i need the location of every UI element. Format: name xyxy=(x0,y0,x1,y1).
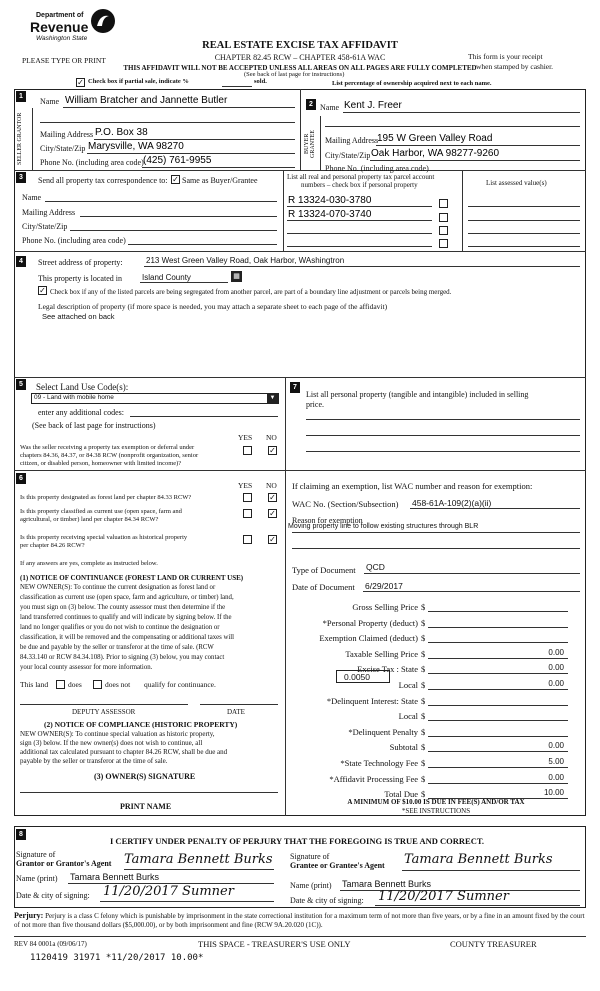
buyer-phone-label: Phone No. (including area code) xyxy=(325,164,429,173)
s6-yes-header: YES xyxy=(238,481,253,490)
perjury-label: Perjury: xyxy=(14,911,44,920)
local-rate-value: 0.0050 xyxy=(344,672,370,682)
grantee-name-print: Tamara Bennett Burks xyxy=(342,879,432,889)
assessor-date-label: DATE xyxy=(227,708,245,716)
tax-row-value: 0.00 xyxy=(548,647,564,657)
grantee-sig-label-2: Grantee or Grantee's Agent xyxy=(290,861,385,870)
partial-sale-checkbox[interactable]: ✓ xyxy=(77,78,84,87)
personal-property-checkbox-3[interactable] xyxy=(439,226,448,235)
continuance-line: land transferred continues to qualify and will indicate by signing below. If the xyxy=(20,614,232,621)
form-warning: THIS AFFIDAVIT WILL NOT BE ACCEPTED UNLESS ALL AREAS ON ALL PAGES ARE FULLY COMPLETED xyxy=(123,64,477,72)
if-any-yes-note: If any answers are yes, complete as instructed below. xyxy=(20,560,158,567)
doc-date-value: 6/29/2017 xyxy=(365,581,403,591)
does-not-label: does not xyxy=(105,680,131,689)
tax-row-dollar: $ xyxy=(421,602,426,612)
tax-row-dollar: $ xyxy=(421,680,426,690)
treasurer-stamp: 1120419 31971 *11/20/2017 10.00* xyxy=(30,953,204,963)
tax-row-label: Local xyxy=(398,711,418,722)
exemption-claim-label: If claiming an exemption, list WAC number and reason for exemption: xyxy=(292,481,533,491)
buyer-name: Kent J. Freer xyxy=(344,100,402,111)
tax-row-dollar: $ xyxy=(421,742,426,753)
reason-value: Moving property line to follow existing structures through BLR xyxy=(288,523,479,530)
grantor-date-city: 11/20/2017 Sumner xyxy=(103,884,234,899)
seller-address: P.O. Box 38 xyxy=(95,127,148,138)
section-2-badge: 2 xyxy=(306,99,316,110)
grantee-name-label: Name (print) xyxy=(290,881,332,890)
minimum-due-note: A MINIMUM OF $10.00 IS DUE IN FEE(S) AND/OR TAX xyxy=(347,798,525,806)
county-value: Island County xyxy=(142,273,191,282)
tax-row-label: Gross Selling Price xyxy=(352,602,418,612)
corr-phone-label: Phone No. (including area code) xyxy=(22,236,126,245)
same-as-buyer-checkbox[interactable]: ✓ xyxy=(172,175,179,184)
compliance-line: NEW OWNER(S): To continue special valuation as historic property, xyxy=(20,730,215,738)
personal-property-checkbox-4[interactable] xyxy=(439,239,448,248)
tax-row-value: 0.00 xyxy=(548,663,564,673)
seller-address-label: Mailing Address xyxy=(40,130,94,139)
tax-row-label: Taxable Selling Price xyxy=(345,648,418,659)
receipt-note-2: when stamped by cashier. xyxy=(476,62,554,71)
exemption-question-3: citizen, or disabled person, homeowner with limited income)? xyxy=(20,460,182,467)
corr-name-label: Name xyxy=(22,193,42,202)
s6-no-header: NO xyxy=(266,481,277,490)
send-correspondence-label: Send all property tax correspondence to: xyxy=(38,176,168,185)
tax-row-label: *State Technology Fee xyxy=(340,758,418,768)
ownership-note: List percentage of ownership acquired next to each name. xyxy=(332,80,492,87)
tax-row-dollar: $ xyxy=(421,758,426,768)
tax-row-dollar: $ xyxy=(421,648,426,659)
dropdown-arrow-icon: ▼ xyxy=(267,394,278,403)
section-1-badge: 1 xyxy=(16,91,26,102)
land-use-value: 09 - Land with mobile home xyxy=(34,394,114,401)
compliance-line: sign (3) below. If the new owner(s) does not wish to continue, all xyxy=(20,739,203,747)
personal-property-checkbox-1[interactable] xyxy=(439,199,448,208)
segregated-label: Check box if any of the listed parcels are being segregated from another parcel, are part of a boundary line adjustment or parcels being merged. xyxy=(50,288,452,296)
grantee-date-label: Date & city of signing: xyxy=(290,896,364,905)
corr-city-label: City/State/Zip xyxy=(22,222,68,231)
continuance-line: classification as current use (open space, farm and agriculture, or timber) land, xyxy=(20,594,234,601)
tax-row-dollar: $ xyxy=(421,789,426,800)
doc-date-label: Date of Document xyxy=(292,582,355,592)
grantor-date-label: Date & city of signing: xyxy=(16,891,90,900)
current-use-question-2: agricultural, or timber) land per chapter 84.34 RCW? xyxy=(20,516,159,523)
continuance-line: your local county assessor for more information. xyxy=(20,664,153,671)
current-use-question-1: Is this property classified as current use (open space, farm and xyxy=(20,508,182,515)
located-in-label: This property is located in xyxy=(38,274,122,283)
tax-row-label: *Affidavit Processing Fee xyxy=(329,773,418,784)
grantor-sig-label-2: Grantor or Grantor's Agent xyxy=(16,859,112,868)
tax-row-label: *Personal Property (deduct) xyxy=(322,617,418,628)
seller-name-label: Name xyxy=(40,97,60,106)
tax-row-value: 10.00 xyxy=(543,788,564,798)
historic-yes-checkbox[interactable] xyxy=(243,535,252,544)
dor-logo xyxy=(30,6,120,44)
tax-row-label: Exemption Claimed (deduct) xyxy=(319,633,418,644)
logo-state: Washington State xyxy=(36,35,88,42)
s5-no-header: NO xyxy=(266,433,277,442)
historic-question-1: Is this property receiving special valuation as historical property xyxy=(20,534,188,541)
buyer-address-label: Mailing Address xyxy=(325,136,379,145)
deputy-assessor-label: DEPUTY ASSESSOR xyxy=(72,708,136,716)
buyer-side-label: BUYER GRANTEE xyxy=(304,130,316,158)
additional-codes-label: enter any additional codes: xyxy=(38,408,124,417)
grantor-signature: Tamara Bennett Burks xyxy=(124,852,273,867)
current-use-no-checkbox[interactable]: ✓ xyxy=(269,509,276,518)
continuance-line: land no longer qualifies or you do not wish to continue the designation or xyxy=(20,624,220,631)
s5-yes-checkbox[interactable] xyxy=(243,446,252,455)
county-treasurer-label: COUNTY TREASURER xyxy=(450,939,537,949)
historic-question-2: per chapter 84.26 RCW? xyxy=(20,542,85,549)
street-address-label: Street address of property: xyxy=(38,258,123,267)
does-label: does xyxy=(68,680,82,689)
tax-row-value: 5.00 xyxy=(548,757,564,766)
logo-mark-icon xyxy=(90,8,116,34)
form-chapters: CHAPTER 82.45 RCW – CHAPTER 458-61A WAC xyxy=(214,53,386,62)
tax-row-dollar: $ xyxy=(421,664,426,675)
tax-row-label: Subtotal xyxy=(389,742,418,753)
personal-property-list-1: List all personal property (tangible and intangible) included in selling xyxy=(306,390,529,399)
tax-row-dollar: $ xyxy=(421,633,426,644)
section-5-badge: 5 xyxy=(16,379,26,390)
does-not-checkbox[interactable] xyxy=(93,680,102,689)
continuance-line: be due and payable by the seller or transferor at the time of sale. (RCW xyxy=(20,644,214,651)
tax-row-dollar: $ xyxy=(421,617,426,628)
exemption-question-2: chapters 84.36, 84.37, or 84.38 RCW (nonprofit organization, senior xyxy=(20,452,199,459)
parcel-number-1: R 13324-030-3780 xyxy=(288,195,372,206)
please-type: PLEASE TYPE OR PRINT xyxy=(22,56,106,65)
buyer-city: Oak Harbor, WA 98277-9260 xyxy=(371,148,500,159)
section-6-badge: 6 xyxy=(16,473,26,484)
legal-description-label: Legal description of property (if more space is needed, you may attach a separate sheet to each page of the affidavit) xyxy=(38,302,388,311)
seller-side-label: SELLER GRANTOR xyxy=(17,112,23,166)
receipt-note-1: This form is your receipt xyxy=(468,52,543,61)
current-use-yes-checkbox[interactable] xyxy=(243,509,252,518)
parcel-list-label-2: numbers – check box if personal property xyxy=(301,181,418,189)
seller-phone-label: Phone No. (including area code) xyxy=(40,158,144,167)
doc-type-value: QCD xyxy=(366,562,385,572)
section-7-badge: 7 xyxy=(290,382,300,393)
grantee-signature: Tamara Bennett Burks xyxy=(404,852,553,867)
continuance-line: you must sign on (3) below. The county assessor must then determine if the xyxy=(20,604,226,611)
tax-row-label: *Delinquent Interest: State xyxy=(326,695,418,706)
grantor-sig-label-1: Signature of xyxy=(16,850,56,859)
grantor-name-print: Tamara Bennett Burks xyxy=(70,872,160,882)
land-use-dropdown[interactable] xyxy=(31,393,279,404)
tax-row-dollar: $ xyxy=(421,695,426,706)
grantee-sig-label-1: Signature of xyxy=(290,852,330,861)
section-4-badge: 4 xyxy=(16,256,26,267)
seller-name: William Bratcher and Jannette Butler xyxy=(65,95,228,106)
form-title: REAL ESTATE EXCISE TAX AFFIDAVIT xyxy=(202,40,398,51)
wac-value: 458-61A-109(2)(a)(ii) xyxy=(412,498,492,508)
form-revision: REV 84 0001a (09/06/17) xyxy=(14,940,87,948)
personal-property-checkbox-2[interactable] xyxy=(439,213,448,222)
certify-statement: I CERTIFY UNDER PENALTY OF PERJURY THAT THE FOREGOING IS TRUE AND CORRECT. xyxy=(110,836,485,846)
partial-sale-label: Check box if partial sale, indicate % xyxy=(88,78,189,85)
local-rate-box[interactable] xyxy=(336,670,390,683)
buyer-city-label: City/State/Zip xyxy=(325,151,371,160)
seller-city-label: City/State/Zip xyxy=(40,144,86,153)
personal-property-list-2: price. xyxy=(306,400,324,409)
print-name-label: PRINT NAME xyxy=(120,802,172,811)
compliance-title: (2) NOTICE OF COMPLIANCE (HISTORIC PROPERTY) xyxy=(44,720,238,729)
buyer-address: 195 W Green Valley Road xyxy=(377,133,493,144)
historic-no-checkbox[interactable]: ✓ xyxy=(269,535,276,544)
sold-label: sold. xyxy=(254,78,267,85)
corr-address-label: Mailing Address xyxy=(22,208,76,217)
tax-row-value: 0.00 xyxy=(548,741,564,751)
owner-signature-label: (3) OWNER(S) SIGNATURE xyxy=(94,772,196,781)
this-land-label: This land xyxy=(20,680,49,689)
land-use-see-back: (See back of last page for instructions) xyxy=(32,421,156,430)
wac-label: WAC No. (Section/Subsection) xyxy=(292,499,399,509)
compliance-line: payable by the seller or transferor at the time of sale. xyxy=(20,757,168,765)
continuance-line: NEW OWNER(S): To continue the current designation as forest land or xyxy=(20,584,216,591)
parcel-list-label-1: List all real and personal property tax parcel account xyxy=(287,173,435,181)
forest-no-checkbox[interactable]: ✓ xyxy=(269,493,276,502)
treasurer-use-only: THIS SPACE - TREASURER'S USE ONLY xyxy=(198,939,351,949)
doc-type-label: Type of Document xyxy=(292,565,356,575)
tax-row-dollar: $ xyxy=(421,773,426,784)
tax-row-dollar: $ xyxy=(421,726,426,737)
tax-row-label: Local xyxy=(398,680,418,690)
logo-revenue: Revenue xyxy=(30,19,89,35)
does-checkbox[interactable] xyxy=(56,680,65,689)
qualify-label: qualify for continuance. xyxy=(144,680,216,689)
tax-row-label: *Delinquent Penalty xyxy=(348,726,418,737)
section-8-badge: 8 xyxy=(16,829,26,840)
forest-yes-checkbox[interactable] xyxy=(243,493,252,502)
perjury-notice xyxy=(14,911,586,930)
land-use-label: Select Land Use Code(s): xyxy=(36,382,129,392)
section-3-badge: 3 xyxy=(16,172,26,183)
see-instructions-note: *SEE INSTRUCTIONS xyxy=(401,807,471,815)
seller-phone: (425) 761-9955 xyxy=(143,155,212,166)
county-dropdown-icon[interactable]: ▦ xyxy=(231,271,242,282)
same-as-buyer-label: Same as Buyer/Grantee xyxy=(182,176,258,185)
assessed-value-label: List assessed value(s) xyxy=(486,179,547,187)
logo-dept: Department of xyxy=(36,12,84,19)
tax-row-value: 0.00 xyxy=(548,679,564,688)
perjury-text: Perjury is a class C felony which is punishable by imprisonment in the state correctional institution for a maximum term of not more than five years, or by a fine in an amount fixed by the court of not more than five thousand dollars ($5,000.00), or by both imprisonment and fine (RCW 9A.20.020 (1C)). xyxy=(14,912,585,929)
legal-description-value: See attached on back xyxy=(42,312,115,321)
seller-city: Marysville, WA 98270 xyxy=(88,141,184,152)
tax-row-value: 0.00 xyxy=(548,772,564,782)
street-address: 213 West Green Valley Road, Oak Harbor, WAshingtron xyxy=(146,256,345,265)
tax-row-dollar: $ xyxy=(421,711,426,722)
s5-no-checkbox[interactable]: ✓ xyxy=(269,446,276,455)
see-back-note: (See back of last page for instructions) xyxy=(244,71,345,78)
forest-land-question: Is this property designated as forest land per chapter 84.33 RCW? xyxy=(20,494,192,501)
grantee-date-city: 11/20/2017 Sumner xyxy=(378,889,509,904)
continuance-title: (1) NOTICE OF CONTINUANCE (FOREST LAND OR CURRENT USE) xyxy=(20,574,244,582)
continuance-line: 84.33.140 or RCW 84.34.108). Prior to signing (3) below, you may contact xyxy=(20,654,225,661)
reason-label: Reason for exemption xyxy=(292,516,363,525)
exemption-question-1: Was the seller receiving a property tax exemption or deferral under xyxy=(20,444,195,451)
continuance-line: classification, it will be removed and the compensating or additional taxes will xyxy=(20,634,235,641)
grantor-name-label: Name (print) xyxy=(16,874,58,883)
segregated-checkbox[interactable]: ✓ xyxy=(39,286,46,295)
tax-row-label: Total Due xyxy=(384,789,418,800)
buyer-name-label: Name xyxy=(320,103,340,112)
tax-row-label: Excise Tax : State xyxy=(357,664,418,675)
parcel-number-2: R 13324-070-3740 xyxy=(288,209,372,220)
s5-yes-header: YES xyxy=(238,433,253,442)
compliance-line: additional tax calculated pursuant to chapter 84.26 RCW, shall be due and xyxy=(20,748,228,756)
